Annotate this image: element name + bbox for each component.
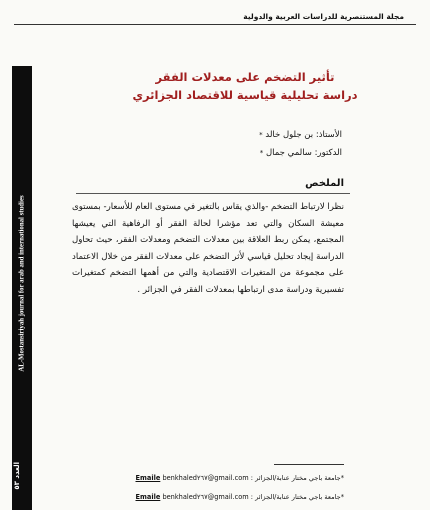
footnote-2-email-label: Emaile: [135, 493, 161, 501]
author-1: [259, 126, 342, 144]
footnote-2-email[interactable]: benkhaled٢٦٧@gmail.com :: [162, 493, 254, 501]
authors: [259, 126, 342, 162]
title-line-2: دراسة تحليلية قياسية للاقتصاد الجزائري: [132, 88, 358, 102]
article-title: [120, 68, 370, 104]
journal-header: مجلة المستنصرية للدراسات العربية والدولية: [243, 12, 404, 21]
footnote-1-affiliation: *جامعة باجي مختار عنابة/الجزائر: [255, 474, 344, 482]
footnote-rule: [274, 464, 344, 465]
author-2-mark: *: [259, 149, 264, 157]
abstract-rule: [76, 193, 350, 194]
title-line-1: تأثير التضخم على معدلات الفقر: [155, 70, 335, 84]
journal-side-title: AL-Mostansiriyah journal for arab and international studies: [18, 195, 26, 372]
footnote-1-email-label: Emaile: [135, 474, 161, 482]
author-2: [259, 144, 342, 162]
author-1-mark: *: [259, 131, 263, 139]
issue-number: العدد ٥٣: [13, 462, 21, 490]
author-2-role: الدكتور:: [314, 148, 342, 158]
author-1-name: بن جلول خالد: [265, 130, 314, 140]
author-2-name: سالمي جمال: [265, 148, 312, 158]
footnote-2-affiliation: *جامعة باجي مختار عنابة/الجزائر: [255, 493, 344, 501]
abstract-heading: الملخص: [305, 178, 344, 189]
footnote-2: [136, 493, 345, 501]
header-rule: [14, 24, 416, 25]
author-1-role: الأستاذ:: [315, 130, 342, 140]
footnote-1-email[interactable]: benkhaled٢٦٧@gmail.com :: [162, 474, 254, 482]
footnote-1: [136, 474, 345, 482]
abstract-text: نظرا لارتباط التضخم -والذي يقاس بالتغير في مستوى العام للأسعار- بمستوى معيشة السكان والتي تعد مؤشرا لحالة الفقر أو الرفاهية التي يعيشها المجتمع، يمكن ربط العلاقة بين معدلات التضخم ومعدلات الفقر، حيث تحاول الدراسة إيجاد تحليل قياسي لأثر التضخم على معدلات الفقر من خلال الاعتماد على مجموعة من المتغيرات الاقتصادية والتي من أهمها التضخم كمتغيرات تفسيرية ودراسة مدى ارتباطها بمعدلات الفقر في الجزائر .: [72, 202, 344, 295]
